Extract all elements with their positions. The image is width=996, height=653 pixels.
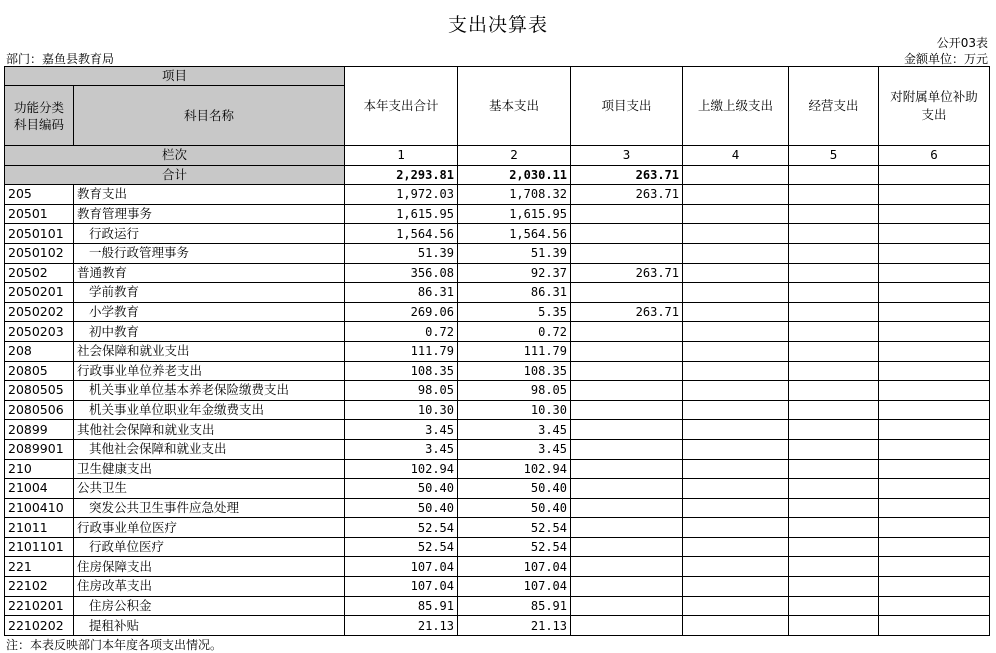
subject-name: 一般行政管理事务 bbox=[74, 243, 345, 263]
table-row bbox=[5, 479, 990, 499]
amount-cell bbox=[683, 322, 789, 342]
amount-cell bbox=[789, 204, 879, 224]
amount-cell: 10.30 bbox=[458, 400, 571, 420]
amount-cell bbox=[683, 361, 789, 381]
amount-cell: 52.54 bbox=[345, 518, 458, 538]
amount-cell: 85.91 bbox=[458, 596, 571, 616]
amount-cell bbox=[789, 341, 879, 361]
amount-cell bbox=[879, 557, 990, 577]
table-row bbox=[5, 518, 990, 538]
subject-code: 21004 bbox=[5, 479, 74, 499]
amount-cell: 111.79 bbox=[345, 341, 458, 361]
amount-cell bbox=[789, 283, 879, 303]
amount-cell bbox=[879, 224, 990, 244]
column-number: 1 bbox=[345, 146, 458, 166]
subject-code: 2100410 bbox=[5, 498, 74, 518]
amount-cell bbox=[789, 322, 879, 342]
column-number: 5 bbox=[789, 146, 879, 166]
amount-cell: 51.39 bbox=[458, 243, 571, 263]
amount-cell bbox=[879, 420, 990, 440]
total-value bbox=[789, 165, 879, 185]
table-row bbox=[5, 361, 990, 381]
amount-cell: 3.45 bbox=[345, 420, 458, 440]
column-number: 6 bbox=[879, 146, 990, 166]
subject-code: 2089901 bbox=[5, 439, 74, 459]
subject-name: 突发公共卫生事件应急处理 bbox=[74, 498, 345, 518]
subject-code: 221 bbox=[5, 557, 74, 577]
amount-cell bbox=[683, 439, 789, 459]
subject-code: 21011 bbox=[5, 518, 74, 538]
subject-name: 学前教育 bbox=[74, 283, 345, 303]
subject-name: 行政事业单位养老支出 bbox=[74, 361, 345, 381]
amount-cell: 52.54 bbox=[345, 537, 458, 557]
table-row bbox=[5, 596, 990, 616]
subject-name: 行政事业单位医疗 bbox=[74, 518, 345, 538]
subject-code: 205 bbox=[5, 185, 74, 205]
amount-cell: 0.72 bbox=[458, 322, 571, 342]
amount-cell bbox=[683, 224, 789, 244]
subject-code: 2050203 bbox=[5, 322, 74, 342]
amount-cell: 0.72 bbox=[345, 322, 458, 342]
amount-cell: 1,708.32 bbox=[458, 185, 571, 205]
table-row bbox=[5, 185, 990, 205]
amount-cell: 50.40 bbox=[458, 479, 571, 499]
amount-cell bbox=[879, 400, 990, 420]
total-value: 2,030.11 bbox=[458, 165, 571, 185]
subject-name: 行政运行 bbox=[74, 224, 345, 244]
amount-cell: 86.31 bbox=[458, 283, 571, 303]
amount-cell bbox=[683, 302, 789, 322]
amount-cell: 5.35 bbox=[458, 302, 571, 322]
amount-cell bbox=[683, 185, 789, 205]
amount-cell bbox=[683, 243, 789, 263]
subject-code: 2210202 bbox=[5, 616, 74, 636]
amount-cell bbox=[683, 616, 789, 636]
form-number: 公开03表 bbox=[936, 36, 988, 50]
department-label: 部门：嘉鱼县教育局 bbox=[6, 52, 115, 66]
amount-cell bbox=[879, 204, 990, 224]
amount-cell bbox=[879, 341, 990, 361]
amount-cell: 98.05 bbox=[345, 381, 458, 401]
subject-name: 公共卫生 bbox=[74, 479, 345, 499]
amount-cell bbox=[571, 420, 683, 440]
column-number: 3 bbox=[571, 146, 683, 166]
subject-name: 普通教育 bbox=[74, 263, 345, 283]
subject-code: 2050102 bbox=[5, 243, 74, 263]
table-row bbox=[5, 498, 990, 518]
column-number-label: 栏次 bbox=[5, 146, 345, 166]
column-number: 2 bbox=[458, 146, 571, 166]
amount-cell bbox=[879, 302, 990, 322]
amount-cell: 10.30 bbox=[345, 400, 458, 420]
header-subject-name: 科目名称 bbox=[74, 86, 345, 146]
header-subsidy-expenditure: 对附属单位补助支出 bbox=[879, 67, 990, 146]
amount-cell bbox=[879, 498, 990, 518]
amount-cell: 107.04 bbox=[345, 577, 458, 597]
amount-cell bbox=[683, 400, 789, 420]
amount-cell bbox=[683, 596, 789, 616]
subject-code: 20899 bbox=[5, 420, 74, 440]
amount-cell: 1,564.56 bbox=[345, 224, 458, 244]
header-project-expenditure: 项目支出 bbox=[571, 67, 683, 146]
amount-cell: 263.71 bbox=[571, 302, 683, 322]
table-row bbox=[5, 224, 990, 244]
subject-code: 2050202 bbox=[5, 302, 74, 322]
expenditure-table bbox=[4, 66, 990, 636]
amount-cell bbox=[571, 400, 683, 420]
amount-cell bbox=[683, 577, 789, 597]
subject-code: 2101101 bbox=[5, 537, 74, 557]
subject-code: 208 bbox=[5, 341, 74, 361]
subject-code: 20805 bbox=[5, 361, 74, 381]
amount-cell bbox=[789, 420, 879, 440]
table-row bbox=[5, 243, 990, 263]
amount-cell bbox=[571, 341, 683, 361]
subject-code: 2050201 bbox=[5, 283, 74, 303]
header-basic-expenditure: 基本支出 bbox=[458, 67, 571, 146]
amount-cell bbox=[879, 283, 990, 303]
amount-cell: 107.04 bbox=[458, 577, 571, 597]
amount-cell bbox=[879, 263, 990, 283]
table-row bbox=[5, 400, 990, 420]
amount-cell bbox=[571, 596, 683, 616]
total-value: 2,293.81 bbox=[345, 165, 458, 185]
amount-cell bbox=[683, 479, 789, 499]
subject-name: 其他社会保障和就业支出 bbox=[74, 439, 345, 459]
subject-name: 初中教育 bbox=[74, 322, 345, 342]
amount-cell: 1,564.56 bbox=[458, 224, 571, 244]
amount-cell bbox=[683, 204, 789, 224]
amount-cell: 102.94 bbox=[458, 459, 571, 479]
subject-code: 210 bbox=[5, 459, 74, 479]
header-business-expenditure: 经营支出 bbox=[789, 67, 879, 146]
amount-cell bbox=[571, 577, 683, 597]
amount-cell bbox=[571, 322, 683, 342]
amount-cell: 356.08 bbox=[345, 263, 458, 283]
amount-cell bbox=[879, 537, 990, 557]
amount-cell: 108.35 bbox=[345, 361, 458, 381]
header-item: 项目 bbox=[5, 67, 345, 86]
amount-cell: 3.45 bbox=[458, 439, 571, 459]
subject-name: 住房改革支出 bbox=[74, 577, 345, 597]
amount-cell bbox=[789, 459, 879, 479]
table-row bbox=[5, 557, 990, 577]
amount-cell bbox=[879, 479, 990, 499]
amount-cell bbox=[879, 616, 990, 636]
table-row bbox=[5, 381, 990, 401]
table-row bbox=[5, 616, 990, 636]
header-upper-expenditure: 上缴上级支出 bbox=[683, 67, 789, 146]
amount-cell: 269.06 bbox=[345, 302, 458, 322]
table-row bbox=[5, 322, 990, 342]
table-row bbox=[5, 341, 990, 361]
amount-cell bbox=[571, 224, 683, 244]
table-row bbox=[5, 537, 990, 557]
amount-cell bbox=[879, 577, 990, 597]
subject-code: 2210201 bbox=[5, 596, 74, 616]
amount-cell bbox=[879, 518, 990, 538]
amount-cell bbox=[683, 283, 789, 303]
column-number: 4 bbox=[683, 146, 789, 166]
amount-cell bbox=[789, 518, 879, 538]
total-value bbox=[879, 165, 990, 185]
table-row bbox=[5, 302, 990, 322]
subject-name: 住房保障支出 bbox=[74, 557, 345, 577]
amount-cell bbox=[789, 537, 879, 557]
amount-cell bbox=[789, 498, 879, 518]
amount-cell bbox=[789, 224, 879, 244]
amount-cell: 50.40 bbox=[345, 479, 458, 499]
amount-cell: 52.54 bbox=[458, 537, 571, 557]
amount-cell bbox=[879, 361, 990, 381]
amount-cell bbox=[789, 596, 879, 616]
amount-cell bbox=[571, 243, 683, 263]
subject-name: 行政单位医疗 bbox=[74, 537, 345, 557]
amount-cell: 108.35 bbox=[458, 361, 571, 381]
amount-cell bbox=[789, 557, 879, 577]
amount-cell: 1,615.95 bbox=[345, 204, 458, 224]
amount-cell bbox=[683, 381, 789, 401]
amount-cell bbox=[571, 459, 683, 479]
subject-name: 机关事业单位职业年金缴费支出 bbox=[74, 400, 345, 420]
amount-cell bbox=[683, 498, 789, 518]
amount-cell: 86.31 bbox=[345, 283, 458, 303]
subject-name: 住房公积金 bbox=[74, 596, 345, 616]
amount-cell bbox=[789, 616, 879, 636]
amount-cell: 85.91 bbox=[345, 596, 458, 616]
table-row bbox=[5, 439, 990, 459]
amount-cell bbox=[789, 439, 879, 459]
amount-cell bbox=[789, 361, 879, 381]
subject-code: 22102 bbox=[5, 577, 74, 597]
amount-cell bbox=[879, 596, 990, 616]
amount-cell bbox=[571, 204, 683, 224]
total-row bbox=[5, 165, 990, 185]
amount-cell: 263.71 bbox=[571, 185, 683, 205]
amount-cell bbox=[789, 185, 879, 205]
total-value bbox=[683, 165, 789, 185]
column-number-row bbox=[5, 146, 990, 166]
subject-code: 2080506 bbox=[5, 400, 74, 420]
amount-cell bbox=[683, 263, 789, 283]
amount-cell bbox=[571, 361, 683, 381]
subject-name: 教育管理事务 bbox=[74, 204, 345, 224]
amount-cell bbox=[571, 557, 683, 577]
amount-cell bbox=[571, 381, 683, 401]
subject-name: 小学教育 bbox=[74, 302, 345, 322]
amount-cell bbox=[789, 243, 879, 263]
amount-cell: 102.94 bbox=[345, 459, 458, 479]
subject-code: 2080505 bbox=[5, 381, 74, 401]
table-row bbox=[5, 459, 990, 479]
amount-cell bbox=[571, 479, 683, 499]
subject-name: 卫生健康支出 bbox=[74, 459, 345, 479]
amount-cell: 98.05 bbox=[458, 381, 571, 401]
amount-cell bbox=[683, 557, 789, 577]
amount-cell bbox=[683, 420, 789, 440]
amount-cell bbox=[683, 459, 789, 479]
amount-cell: 263.71 bbox=[571, 263, 683, 283]
amount-unit-label: 金额单位：万元 bbox=[903, 52, 988, 66]
amount-cell: 111.79 bbox=[458, 341, 571, 361]
table-row bbox=[5, 283, 990, 303]
subject-name: 其他社会保障和就业支出 bbox=[74, 420, 345, 440]
table-row bbox=[5, 263, 990, 283]
amount-cell bbox=[789, 302, 879, 322]
amount-cell bbox=[571, 537, 683, 557]
amount-cell: 51.39 bbox=[345, 243, 458, 263]
amount-cell: 107.04 bbox=[345, 557, 458, 577]
amount-cell bbox=[683, 537, 789, 557]
header-total-expenditure: 本年支出合计 bbox=[345, 67, 458, 146]
amount-cell bbox=[879, 243, 990, 263]
amount-cell bbox=[789, 400, 879, 420]
amount-cell bbox=[879, 185, 990, 205]
amount-cell: 21.13 bbox=[345, 616, 458, 636]
subject-name: 机关事业单位基本养老保险缴费支出 bbox=[74, 381, 345, 401]
amount-cell: 50.40 bbox=[458, 498, 571, 518]
amount-cell bbox=[789, 479, 879, 499]
amount-cell: 3.45 bbox=[345, 439, 458, 459]
amount-cell bbox=[879, 459, 990, 479]
total-label: 合计 bbox=[5, 165, 345, 185]
amount-cell: 92.37 bbox=[458, 263, 571, 283]
amount-cell bbox=[683, 518, 789, 538]
total-value: 263.71 bbox=[571, 165, 683, 185]
amount-cell bbox=[571, 498, 683, 518]
subject-code: 20502 bbox=[5, 263, 74, 283]
amount-cell bbox=[789, 577, 879, 597]
page-title: 支出决算表 bbox=[447, 14, 548, 36]
amount-cell bbox=[571, 439, 683, 459]
table-row bbox=[5, 204, 990, 224]
amount-cell bbox=[789, 381, 879, 401]
amount-cell bbox=[683, 341, 789, 361]
amount-cell bbox=[571, 283, 683, 303]
amount-cell: 50.40 bbox=[345, 498, 458, 518]
header-row-1 bbox=[5, 67, 990, 86]
subject-code: 2050101 bbox=[5, 224, 74, 244]
amount-cell bbox=[789, 263, 879, 283]
amount-cell: 52.54 bbox=[458, 518, 571, 538]
table-row bbox=[5, 420, 990, 440]
amount-cell: 21.13 bbox=[458, 616, 571, 636]
subject-code: 20501 bbox=[5, 204, 74, 224]
amount-cell bbox=[879, 381, 990, 401]
table-note: 注：本表反映部门本年度各项支出情况。 bbox=[6, 638, 223, 652]
amount-cell: 1,615.95 bbox=[458, 204, 571, 224]
subject-name: 提租补贴 bbox=[74, 616, 345, 636]
amount-cell: 107.04 bbox=[458, 557, 571, 577]
subject-name: 教育支出 bbox=[74, 185, 345, 205]
amount-cell: 1,972.03 bbox=[345, 185, 458, 205]
subject-name: 社会保障和就业支出 bbox=[74, 341, 345, 361]
amount-cell bbox=[571, 616, 683, 636]
header-function-code: 功能分类科目编码 bbox=[5, 86, 74, 146]
amount-cell: 3.45 bbox=[458, 420, 571, 440]
table-row bbox=[5, 577, 990, 597]
amount-cell bbox=[571, 518, 683, 538]
amount-cell bbox=[879, 322, 990, 342]
amount-cell bbox=[879, 439, 990, 459]
